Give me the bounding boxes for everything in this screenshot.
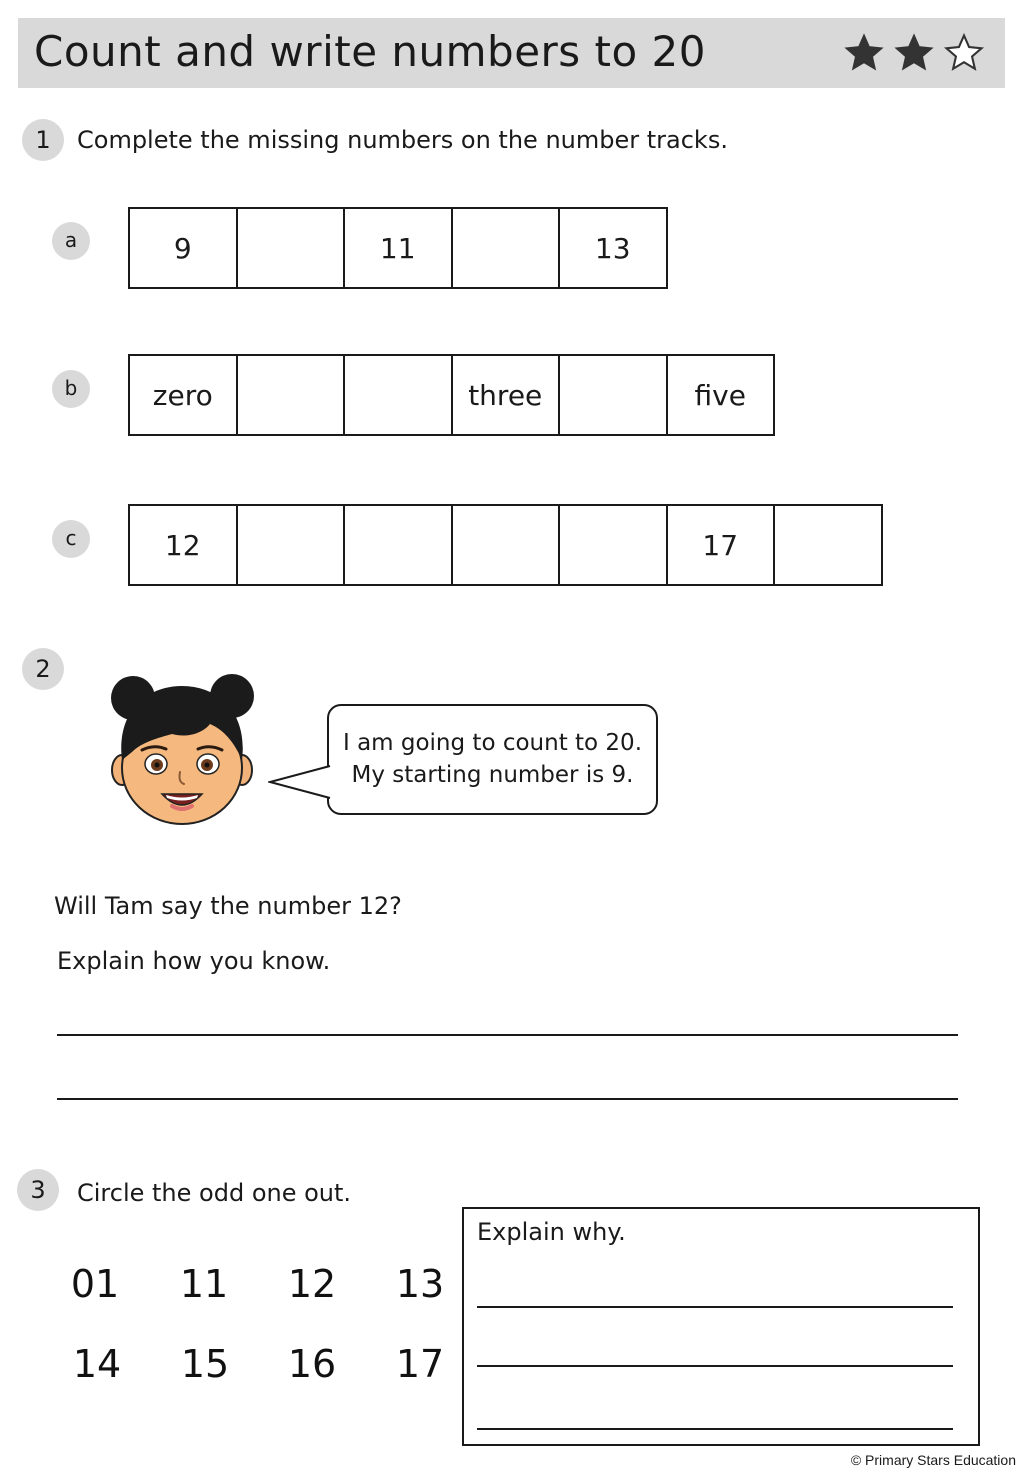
track-cell-blank[interactable] (236, 506, 344, 584)
speech-line-2: My starting number is 9. (351, 762, 634, 788)
question-number-3: 3 (17, 1169, 59, 1211)
question-number-2: 2 (22, 648, 64, 690)
track-cell: three (451, 356, 559, 434)
page-title: Count and write numbers to 20 (34, 27, 707, 76)
track-cell-blank[interactable] (451, 209, 559, 287)
speech-bubble (327, 704, 658, 815)
track-cell-blank[interactable] (343, 506, 451, 584)
track-cell-blank[interactable] (773, 506, 881, 584)
track-cell-blank[interactable] (236, 356, 344, 434)
speech-bubble-tail (268, 764, 332, 804)
number-option[interactable]: 16 (287, 1342, 337, 1386)
difficulty-stars (843, 32, 985, 74)
number-option[interactable]: 17 (395, 1342, 445, 1386)
track-cell-blank[interactable] (343, 356, 451, 434)
speech-line-1: I am going to count to 20. (342, 730, 643, 756)
track-cell-blank[interactable] (236, 209, 344, 287)
track-cell-blank[interactable] (558, 506, 666, 584)
track-cell: 9 (173, 231, 192, 265)
question-2-instruction: Explain how you know. (57, 947, 331, 975)
copyright-footer: © Primary Stars Education (850, 1452, 1016, 1468)
question-1-prompt: Complete the missing numbers on the number tracks. (77, 126, 728, 154)
answer-line[interactable] (477, 1428, 953, 1430)
track-cell: 11 (343, 209, 451, 287)
question-3-prompt: Circle the odd one out. (77, 1179, 352, 1207)
star-filled-icon (843, 32, 885, 74)
number-option[interactable]: 11 (179, 1262, 229, 1306)
number-track-b (128, 354, 775, 436)
track-cell: 17 (666, 506, 774, 584)
answer-line[interactable] (57, 1034, 958, 1036)
question-2-text: Will Tam say the number 12? (54, 892, 402, 920)
track-cell: 12 (164, 528, 201, 562)
answer-line[interactable] (477, 1365, 953, 1367)
track-c-label: c (52, 520, 90, 558)
explain-label: Explain why. (477, 1218, 626, 1246)
track-cell-blank[interactable] (451, 506, 559, 584)
number-option[interactable]: 14 (72, 1342, 122, 1386)
track-cell: five (666, 356, 774, 434)
track-cell: zero (152, 378, 213, 412)
track-a-label: a (52, 222, 90, 260)
star-filled-icon (893, 32, 935, 74)
title-bar (18, 18, 1005, 88)
star-outline-icon (943, 32, 985, 74)
track-cell-blank[interactable] (558, 356, 666, 434)
answer-line[interactable] (57, 1098, 958, 1100)
girl-face-icon (106, 672, 258, 828)
number-track-c (128, 504, 883, 586)
number-option[interactable]: 12 (287, 1262, 337, 1306)
question-number-1: 1 (22, 119, 64, 161)
track-cell: 13 (558, 209, 666, 287)
answer-line[interactable] (477, 1306, 953, 1308)
number-option[interactable]: 01 (70, 1262, 120, 1306)
number-track-a (128, 207, 668, 289)
number-option[interactable]: 15 (180, 1342, 230, 1386)
explain-box (462, 1207, 980, 1446)
number-option[interactable]: 13 (395, 1262, 445, 1306)
track-b-label: b (52, 370, 90, 408)
